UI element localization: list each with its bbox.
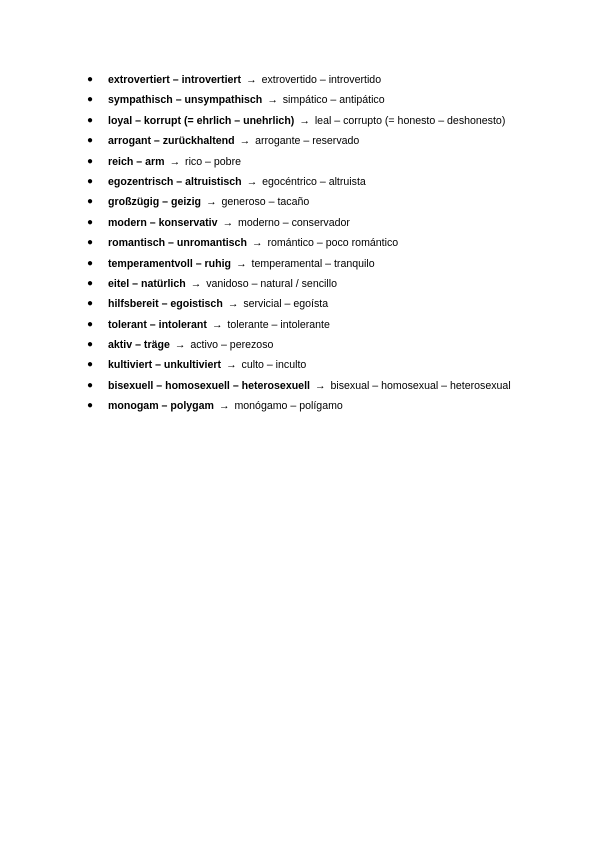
german-term: bisexuell – homosexuell – heterosexuell — [108, 379, 310, 392]
german-term: modern – konservativ — [108, 216, 218, 229]
german-term: tolerant – intolerant — [108, 318, 207, 331]
bullet-icon: ● — [87, 237, 94, 249]
spanish-term: servicial – egoísta — [243, 298, 329, 311]
list-item — [86, 90, 511, 110]
list-item — [86, 152, 511, 172]
arrow-icon: → — [227, 298, 239, 311]
spanish-term: extrovertido – introvertido — [261, 74, 382, 86]
arrow-icon: → — [190, 277, 202, 290]
german-term: sympathisch – unsympathisch — [108, 94, 263, 107]
bullet-icon: ● — [87, 74, 94, 85]
german-term: eitel – natürlich — [108, 277, 186, 290]
arrow-icon: → — [222, 216, 234, 229]
bullet-icon: ● — [87, 175, 94, 187]
arrow-icon: → — [239, 135, 251, 148]
bullet-icon: ● — [87, 379, 94, 391]
bullet-icon: ● — [87, 257, 94, 269]
german-term: aktiv – träge — [108, 339, 170, 352]
list-item — [86, 274, 511, 294]
spanish-term: bisexual – homosexual – heterosexual — [330, 379, 511, 392]
spanish-term: egocéntrico – altruista — [262, 175, 366, 188]
arrow-icon: → — [169, 155, 181, 168]
bullet-icon: ● — [87, 400, 94, 412]
spanish-term: monógamo – polígamo — [234, 400, 343, 413]
list-item — [86, 131, 511, 151]
german-term: reich – arm — [108, 155, 165, 168]
list-item — [86, 376, 511, 396]
spanish-term: generoso – tacaño — [221, 196, 310, 209]
spanish-term: rico – pobre — [185, 155, 241, 168]
german-term: monogam – polygam — [108, 400, 214, 413]
list-item — [86, 70, 511, 90]
bullet-icon: ● — [87, 216, 94, 228]
german-term: kultiviert – unkultiviert — [108, 359, 222, 372]
arrow-icon: → — [314, 379, 326, 392]
german-term: arrogant – zurückhaltend — [108, 135, 235, 148]
bullet-icon: ● — [87, 135, 94, 147]
list-item — [86, 315, 511, 335]
spanish-term: activo – perezoso — [190, 339, 274, 352]
spanish-term: leal – corrupto (= honesto – deshonesto) — [314, 114, 506, 127]
arrow-icon: → — [246, 74, 257, 86]
arrow-icon: → — [299, 114, 310, 127]
german-term: romantisch – unromantisch — [108, 237, 247, 250]
list-item — [86, 233, 511, 253]
list-item — [86, 355, 511, 375]
arrow-icon: → — [225, 359, 237, 372]
list-item — [86, 335, 511, 355]
german-term: loyal – korrupt (= ehrlich – unehrlich) — [108, 114, 295, 127]
bullet-icon: ● — [87, 318, 94, 330]
arrow-icon: → — [218, 400, 230, 413]
list-item — [86, 111, 511, 131]
bullet-icon: ● — [87, 277, 94, 289]
spanish-term: temperamental – tranquilo — [251, 257, 375, 270]
list-item — [86, 254, 511, 274]
bullet-icon: ● — [87, 196, 94, 208]
arrow-icon: → — [205, 196, 217, 209]
spanish-term: culto – inculto — [241, 359, 307, 372]
bullet-icon: ● — [87, 359, 94, 371]
bullet-icon: ● — [87, 114, 94, 126]
spanish-term: tolerante – intolerante — [227, 318, 330, 331]
bullet-icon: ● — [87, 339, 94, 351]
spanish-term: arrogante – reservado — [255, 135, 360, 148]
bullet-icon: ● — [87, 94, 94, 106]
list-item — [86, 192, 511, 212]
german-term: egozentrisch – altruistisch — [108, 175, 242, 188]
arrow-icon: → — [174, 339, 186, 352]
vocabulary-list — [86, 70, 511, 417]
bullet-icon: ● — [87, 298, 94, 310]
list-item — [86, 213, 511, 233]
arrow-icon: → — [236, 257, 247, 270]
german-term: großzügig – geizig — [108, 196, 201, 209]
german-term: hilfsbereit – egoistisch — [108, 298, 223, 311]
spanish-term: romántico – poco romántico — [267, 237, 399, 250]
list-item — [86, 294, 511, 314]
spanish-term: simpático – antipático — [282, 94, 385, 107]
arrow-icon: → — [211, 318, 223, 331]
bullet-icon: ● — [87, 155, 94, 167]
arrow-icon: → — [246, 175, 258, 188]
spanish-term: moderno – conservador — [238, 216, 350, 229]
list-item — [86, 396, 511, 416]
german-term: temperamentvoll – ruhig — [108, 257, 232, 270]
german-term: extrovertiert – introvertiert — [108, 74, 242, 86]
arrow-icon: → — [251, 237, 263, 250]
arrow-icon: → — [267, 94, 278, 107]
spanish-term: vanidoso – natural / sencillo — [206, 277, 337, 290]
list-item — [86, 172, 511, 192]
